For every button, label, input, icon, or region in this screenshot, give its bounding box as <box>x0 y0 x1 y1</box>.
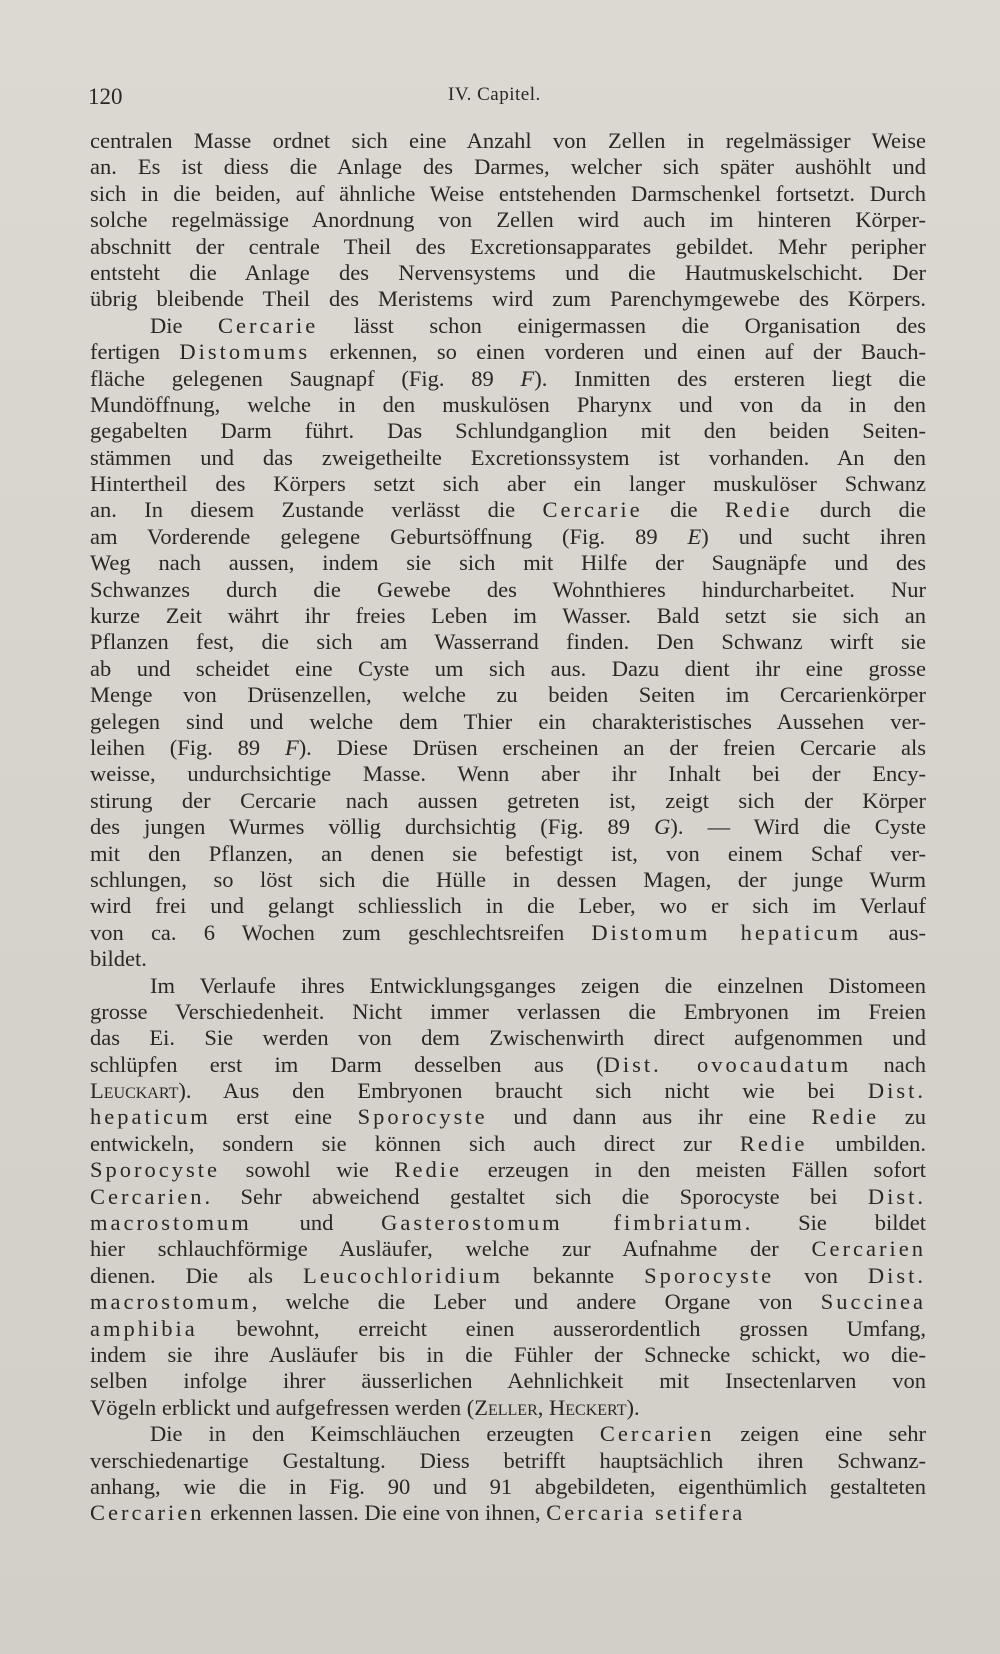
text-run: bewohnt, erreicht einen ausserordentlich grossen Umfang, <box>197 1315 926 1341</box>
text-run: grosse Verschiedenheit. Nicht immer verlassen die Embryonen im Freien <box>90 998 926 1024</box>
text-line <box>90 1104 926 1130</box>
text-line <box>90 1210 926 1236</box>
text-line <box>90 366 926 392</box>
spaced-term: macrostomum <box>90 1289 252 1315</box>
text-line <box>90 1421 926 1447</box>
text-run: Die in den Keimschläuchen erzeugten <box>150 1421 600 1447</box>
text-line <box>90 1184 926 1210</box>
page-number: 120 <box>88 84 123 109</box>
text-run: selben infolge ihrer äusserlichen Aehnlichkeit mit Insectenlarven von <box>90 1368 926 1394</box>
text-run: von <box>774 1262 868 1288</box>
text-line <box>90 656 926 682</box>
text-run: aus- <box>861 919 926 945</box>
text-run: sich in die beiden, auf ähnliche Weise entstehenden Darmschenkel fortsetzt. Durch <box>90 180 926 206</box>
spaced-term: Redie <box>739 1130 808 1156</box>
text-run: Menge von Drüsenzellen, welche zu beiden Seiten im Cercarienkörper <box>90 682 926 708</box>
text-run: Hintertheil des Körpers setzt sich aber ein langer muskulöser Schwanz <box>90 471 926 497</box>
text-line <box>90 313 926 339</box>
text-line <box>90 629 926 655</box>
text-run: fertigen <box>90 339 180 365</box>
spaced-term: Distomum hepaticum <box>591 919 862 945</box>
text-line <box>90 920 926 946</box>
text-line <box>90 524 926 550</box>
text-run: stämmen und das zweigetheilte Excretionssystem ist vorhanden. An den <box>90 444 926 470</box>
spaced-term: Dist. <box>867 1183 926 1209</box>
author-name: Heckert <box>549 1394 627 1420</box>
text-run: die <box>642 497 725 523</box>
text-run: schlüpfen erst im Darm desselben aus ( <box>90 1051 604 1077</box>
text-run: gegabelten Darm führt. Das Schlundganglion mit den beiden Seiten- <box>90 418 926 444</box>
spaced-term: Cercarien <box>811 1236 926 1262</box>
text-line <box>90 999 926 1025</box>
text-line <box>90 946 926 972</box>
text-line <box>90 735 926 761</box>
spaced-term: Cercarien <box>90 1183 205 1209</box>
text-run: kurze Zeit währt ihr freies Leben im Wasser. Bald setzt sie sich an <box>90 603 926 629</box>
spaced-term: Sporocyste <box>644 1262 775 1288</box>
spaced-term: hepaticum <box>90 1104 211 1130</box>
text-run: ). — Wird die Cyste <box>670 814 927 840</box>
text-run: stirung der Cercarie nach aussen getreten ist, zeigt sich der Körper <box>90 787 926 813</box>
text-line <box>90 1342 926 1368</box>
spaced-term: Cercaria setifera <box>546 1500 746 1526</box>
text-line <box>90 550 926 576</box>
text-line <box>90 682 926 708</box>
text-run: indem sie ihre Ausläufer bis in die Fühler der Schnecke schickt, wo die- <box>90 1341 926 1367</box>
text-run: . Sie bildet <box>744 1210 926 1236</box>
text-run: , welche die Leber und andere Organe von <box>251 1289 821 1315</box>
text-run: mit den Pflanzen, an denen sie befestigt ist, von einem Schaf ver- <box>90 840 926 866</box>
spaced-term: Cercarien <box>90 1500 205 1526</box>
text-run: erzeugen in den meisten Fällen sofort <box>462 1157 926 1183</box>
text-line <box>90 497 926 523</box>
text-run: erkennen lassen. Die eine von ihnen, <box>204 1500 547 1526</box>
text-line <box>90 1078 926 1104</box>
spaced-term: Gasterostomum fimbriatum <box>381 1210 745 1236</box>
figure-letter: F <box>284 734 299 760</box>
text-line <box>90 893 926 919</box>
text-run: an. Es ist diess die Anlage des Darmes, welcher sich später aushöhlt und <box>90 154 926 180</box>
text-line <box>90 154 926 180</box>
text-run: weisse, undurchsichtige Masse. Wenn aber ihr Inhalt bei der Ency- <box>90 761 926 787</box>
text-run: , <box>537 1394 549 1420</box>
text-run: Die <box>150 312 219 338</box>
spaced-term: macrostomum <box>90 1210 252 1236</box>
text-run: fläche gelegenen Saugnapf (Fig. 89 <box>90 365 521 391</box>
text-run: entsteht die Anlage des Nervensystems und die Hautmuskelschicht. Der <box>90 259 926 285</box>
text-run: von ca. 6 Wochen zum geschlechtsreifen <box>90 919 592 945</box>
text-run: ). Inmitten des ersteren liegt die <box>534 365 927 391</box>
figure-letter: G <box>654 814 671 840</box>
spaced-term: Sporocyste <box>90 1157 220 1183</box>
text-line <box>90 207 926 233</box>
text-line <box>90 814 926 840</box>
spaced-term: Dist. <box>867 1262 926 1288</box>
text-run: gelegen sind und welche dem Thier ein charakteristisches Aussehen ver- <box>90 708 926 734</box>
text-line <box>90 392 926 418</box>
text-run: . Sehr abweichend gestaltet sich die Sporocyste bei <box>204 1183 868 1209</box>
text-line <box>90 1368 926 1394</box>
spaced-term: Dist. <box>867 1078 926 1104</box>
text-run: lässt schon einigermassen die Organisation des <box>318 312 926 338</box>
text-line <box>90 1157 926 1183</box>
spaced-term: Cercarie <box>218 312 319 338</box>
text-run: anhang, wie die in Fig. 90 und 91 abgebildeten, eigenthümlich gestalteten <box>90 1473 926 1499</box>
text-run: bekannte <box>502 1262 645 1288</box>
spaced-term: Leucochloridium <box>303 1262 503 1288</box>
text-run: Pflanzen fest, die sich am Wasserrand finden. Den Schwanz wirft sie <box>90 629 926 655</box>
text-line <box>90 603 926 629</box>
text-line <box>90 445 926 471</box>
text-run: ab und scheidet eine Cyste um sich aus. Dazu dient ihr eine grosse <box>90 655 926 681</box>
figure-letter: F <box>520 365 535 391</box>
text-run: ) und sucht ihren <box>701 523 926 549</box>
text-line <box>90 1448 926 1474</box>
text-run: erst eine <box>210 1104 358 1130</box>
text-line <box>90 1500 926 1526</box>
text-run: bildet. <box>90 946 147 972</box>
text-line <box>90 1025 926 1051</box>
spaced-term: Redie <box>394 1157 463 1183</box>
text-run: abschnitt der centrale Theil des Excretionsapparates gebildet. Mehr peripher <box>90 233 926 259</box>
text-line <box>90 339 926 365</box>
text-run: erkennen, so einen vorderen und einen auf der Bauch- <box>310 339 926 365</box>
text-line <box>90 1289 926 1315</box>
text-line <box>90 1395 926 1421</box>
text-run: Schwanzes durch die Gewebe des Wohnthieres hindurcharbeitet. Nur <box>90 576 926 602</box>
text-line <box>90 867 926 893</box>
text-run: nach <box>851 1051 926 1077</box>
running-head: IV. Capitel. <box>448 84 541 105</box>
text-run: Im Verlaufe ihres Entwicklungsganges zeigen die einzelnen Distomeen <box>150 972 926 998</box>
text-line <box>90 418 926 444</box>
text-line <box>90 577 926 603</box>
spaced-term: Sporocyste <box>357 1104 488 1130</box>
author-name: Zeller <box>474 1394 538 1420</box>
page-header <box>88 84 928 114</box>
text-run: an. In diesem Zustande verlässt die <box>90 497 543 523</box>
text-run: entwickeln, sondern sie können sich auch direct zur <box>90 1130 740 1156</box>
text-run: verschiedenartige Gestaltung. Diess betrifft hauptsächlich ihren Schwanz- <box>90 1447 926 1473</box>
text-run: dienen. Die als <box>90 1262 304 1288</box>
text-line <box>90 709 926 735</box>
figure-letter: E <box>687 523 702 549</box>
spaced-term: Distomums <box>179 339 311 365</box>
text-line <box>90 260 926 286</box>
text-run: hier schlauchförmige Ausläufer, welche zur Aufnahme der <box>90 1236 812 1262</box>
spaced-term: Dist. ovocaudatum <box>603 1051 852 1077</box>
text-run: leihen (Fig. 89 <box>90 734 285 760</box>
text-run: schlungen, so löst sich die Hülle in dessen Magen, der junge Wurm <box>90 866 926 892</box>
text-run: umbilden. <box>807 1130 926 1156</box>
text-run: Weg nach aussen, indem sie sich mit Hilfe der Saugnäpfe und des <box>90 550 926 576</box>
spaced-term: Succinea <box>820 1289 926 1315</box>
text-line <box>90 471 926 497</box>
text-run: übrig bleibende Theil des Meristems wird zum Parenchymgewebe des Körpers. <box>90 286 926 312</box>
text-line <box>90 841 926 867</box>
text-line <box>90 761 926 787</box>
text-run: zeigen eine sehr <box>714 1421 927 1447</box>
text-run: des jungen Wurmes völlig durchsichtig (Fig. 89 <box>90 814 655 840</box>
text-run: ). <box>626 1394 640 1420</box>
text-line <box>90 1316 926 1342</box>
text-run: wird frei und gelangt schliesslich in die Leber, wo er sich im Verlauf <box>90 893 926 919</box>
spaced-term: Redie <box>724 497 793 523</box>
text-line <box>90 1474 926 1500</box>
text-run: und dann aus ihr eine <box>487 1104 812 1130</box>
author-name: Leuckart <box>90 1078 179 1104</box>
text-line <box>90 181 926 207</box>
text-run: solche regelmässige Anordnung von Zellen wird auch im hinteren Körper- <box>90 207 926 233</box>
spaced-term: Cercarien <box>599 1421 715 1447</box>
text-run: durch die <box>792 497 926 523</box>
text-line <box>90 234 926 260</box>
text-line <box>90 973 926 999</box>
text-run: am Vorderende gelegene Geburtsöffnung (Fig. 89 <box>90 523 688 549</box>
text-run: und <box>251 1210 382 1236</box>
text-line <box>90 1052 926 1078</box>
text-run: sowohl wie <box>220 1157 395 1183</box>
text-line <box>90 1131 926 1157</box>
text-run: centralen Masse ordnet sich eine Anzahl von Zellen in regelmässiger Weise <box>90 128 926 153</box>
text-run: das Ei. Sie werden von dem Zwischenwirth direct aufgenommen und <box>90 1025 926 1051</box>
spaced-term: Redie <box>811 1104 880 1130</box>
spaced-term: Cercarie <box>542 497 643 523</box>
text-run: Vögeln erblickt und aufgefressen werden ( <box>90 1394 475 1420</box>
spaced-term: amphibia <box>90 1315 198 1341</box>
text-line <box>90 128 926 154</box>
body-text <box>90 128 926 1527</box>
text-line <box>90 1263 926 1289</box>
text-run: Mundöffnung, welche in den muskulösen Pharynx und von da in den <box>90 391 926 417</box>
text-run: zu <box>879 1104 926 1130</box>
text-run: ). Aus den Embryonen braucht sich nicht wie bei <box>178 1078 868 1104</box>
text-line <box>90 788 926 814</box>
text-line <box>90 286 926 312</box>
text-line <box>90 1236 926 1262</box>
text-run: ). Diese Drüsen erscheinen an der freien Cercarie als <box>298 734 927 760</box>
